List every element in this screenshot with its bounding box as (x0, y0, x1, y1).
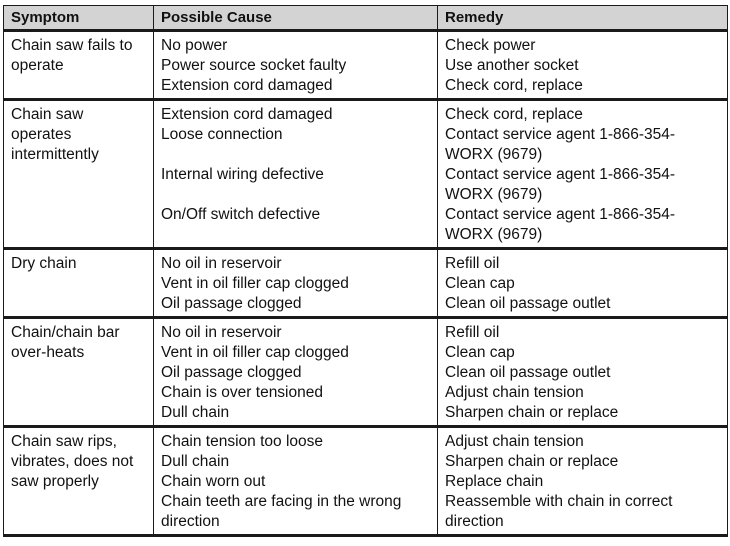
cause-line: No power (161, 37, 228, 54)
remedy-line: WORX (9679) (445, 226, 543, 243)
table-body (4, 31, 728, 536)
header-row (4, 6, 728, 31)
cause-line (161, 145, 431, 165)
header-possible-cause: Possible Cause (154, 6, 438, 31)
cause-line: Loose connection (161, 126, 283, 143)
symptom-cell (4, 249, 154, 318)
symptom-cell (4, 427, 154, 536)
remedy-cell (438, 318, 728, 427)
symptom-line: operates (11, 126, 72, 143)
remedy-cell (438, 100, 728, 249)
symptom-cell (4, 318, 154, 427)
remedy-line: Refill oil (445, 255, 500, 272)
symptom-line: Chain saw fails to (11, 37, 133, 54)
possible-cause-cell (154, 249, 438, 318)
cause-line: direction (161, 513, 220, 530)
symptom-line: intermittently (11, 146, 99, 163)
symptom-line: Dry chain (11, 255, 77, 272)
cause-line: Vent in oil filler cap clogged (161, 344, 349, 361)
cause-line: Power source socket faulty (161, 57, 347, 74)
cause-line (161, 225, 431, 245)
cause-line: Dull chain (161, 453, 230, 470)
remedy-line: Replace chain (445, 473, 544, 490)
remedy-line: Check cord, replace (445, 77, 583, 94)
remedy-line: Reassemble with chain in correct (445, 493, 673, 510)
symptom-cell (4, 31, 154, 100)
cause-line: Extension cord damaged (161, 106, 333, 123)
remedy-cell (438, 427, 728, 536)
remedy-line: Sharpen chain or replace (445, 404, 619, 421)
cause-line: Chain tension too loose (161, 433, 324, 450)
remedy-line: Adjust chain tension (445, 384, 584, 401)
table-row (4, 31, 728, 100)
cause-line (161, 185, 431, 205)
symptom-line: Chain/chain bar (11, 324, 120, 341)
cause-line: Oil passage clogged (161, 295, 302, 312)
possible-cause-cell (154, 31, 438, 100)
remedy-line: Adjust chain tension (445, 433, 584, 450)
cause-line: Dull chain (161, 404, 230, 421)
table-row (4, 318, 728, 427)
remedy-line: Contact service agent 1-866-354- (445, 166, 676, 183)
possible-cause-cell (154, 100, 438, 249)
troubleshooting-table-container (3, 5, 727, 537)
remedy-line: Use another socket (445, 57, 579, 74)
symptom-line: saw properly (11, 473, 99, 490)
symptom-line: Chain saw (11, 106, 84, 123)
possible-cause-cell (154, 318, 438, 427)
remedy-line: WORX (9679) (445, 146, 543, 163)
cause-line: On/Off switch defective (161, 206, 321, 223)
header-symptom: Symptom (4, 6, 154, 31)
cause-line: No oil in reservoir (161, 324, 282, 341)
cause-line: Vent in oil filler cap clogged (161, 275, 349, 292)
table-row (4, 427, 728, 536)
cause-line: Oil passage clogged (161, 364, 302, 381)
remedy-line: Refill oil (445, 324, 500, 341)
remedy-line: Clean cap (445, 275, 515, 292)
cause-line: Chain is over tensioned (161, 384, 323, 401)
cause-line: No oil in reservoir (161, 255, 282, 272)
symptom-line: operate (11, 57, 64, 74)
symptom-line: Chain saw rips, (11, 433, 117, 450)
symptom-line: vibrates, does not (11, 453, 134, 470)
remedy-cell (438, 31, 728, 100)
remedy-line: Clean oil passage outlet (445, 364, 611, 381)
remedy-line: Sharpen chain or replace (445, 453, 619, 470)
remedy-cell (438, 249, 728, 318)
cause-line: Internal wiring defective (161, 166, 324, 183)
cause-line: Chain teeth are facing in the wrong (161, 493, 402, 510)
remedy-line: Contact service agent 1-866-354- (445, 126, 676, 143)
cause-line: Chain worn out (161, 473, 266, 490)
table-row (4, 249, 728, 318)
troubleshooting-table (3, 5, 728, 537)
remedy-line: Check cord, replace (445, 106, 583, 123)
remedy-line: Clean oil passage outlet (445, 295, 611, 312)
remedy-line: direction (445, 513, 504, 530)
symptom-line: over-heats (11, 344, 85, 361)
possible-cause-cell (154, 427, 438, 536)
remedy-line: Contact service agent 1-866-354- (445, 206, 676, 223)
symptom-cell (4, 100, 154, 249)
header-remedy: Remedy (438, 6, 728, 31)
remedy-line: WORX (9679) (445, 186, 543, 203)
cause-line: Extension cord damaged (161, 77, 333, 94)
table-row (4, 100, 728, 249)
remedy-line: Check power (445, 37, 536, 54)
remedy-line: Clean cap (445, 344, 515, 361)
